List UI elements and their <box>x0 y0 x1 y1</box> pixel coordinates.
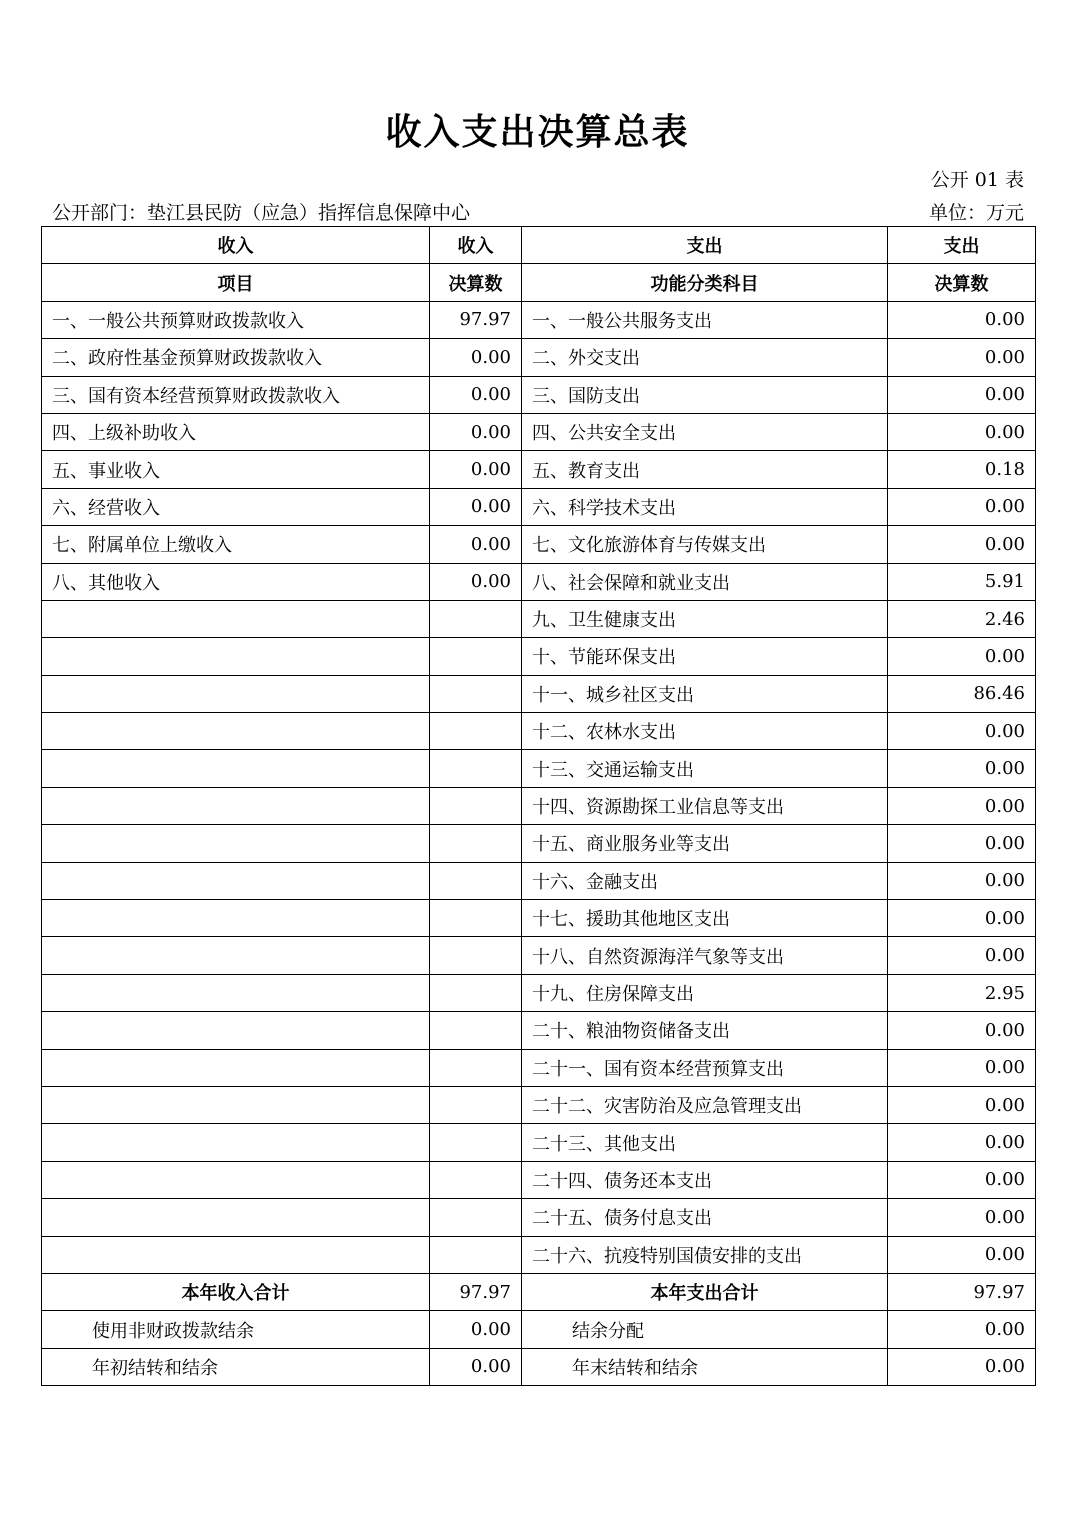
income-item-cell: 七、附属单位上缴收入 <box>42 526 430 563</box>
expense-item-cell: 二、外交支出 <box>522 339 888 376</box>
expense-value-cell: 0.00 <box>888 1348 1036 1385</box>
income-value-cell <box>430 862 522 899</box>
income-value-cell <box>430 750 522 787</box>
table-row <box>42 600 1036 637</box>
table-row <box>42 376 1036 413</box>
income-item-cell <box>42 600 430 637</box>
table-row <box>42 488 1036 525</box>
table-row <box>42 563 1036 600</box>
expense-total-label: 本年支出合计 <box>522 1273 888 1310</box>
expense-value-cell: 0.00 <box>888 825 1036 862</box>
table-row <box>42 1161 1036 1198</box>
income-value-cell <box>430 825 522 862</box>
expense-value-cell: 0.00 <box>888 862 1036 899</box>
expense-value-cell: 2.46 <box>888 600 1036 637</box>
income-value-cell <box>430 1161 522 1198</box>
expense-item-cell: 六、科学技术支出 <box>522 488 888 525</box>
expense-value-cell: 0.00 <box>888 1199 1036 1236</box>
income-value-cell: 0.00 <box>430 339 522 376</box>
expense-value-cell: 0.00 <box>888 900 1036 937</box>
expense-item-cell: 二十、粮油物资储备支出 <box>522 1012 888 1049</box>
income-value-cell <box>430 600 522 637</box>
income-item-cell: 一、一般公共预算财政拨款收入 <box>42 301 430 338</box>
header-cell: 支出 <box>522 227 888 264</box>
expense-item-cell: 十四、资源勘探工业信息等支出 <box>522 787 888 824</box>
expense-value-cell: 0.00 <box>888 713 1036 750</box>
income-value-cell <box>430 937 522 974</box>
expense-item-cell: 结余分配 <box>522 1311 888 1348</box>
header-row-1 <box>42 227 1036 264</box>
income-value-cell <box>430 1199 522 1236</box>
income-value-cell <box>430 1012 522 1049</box>
expense-item-cell: 二十一、国有资本经营预算支出 <box>522 1049 888 1086</box>
income-item-cell <box>42 787 430 824</box>
expense-value-cell: 0.00 <box>888 1086 1036 1123</box>
income-item-cell: 四、上级补助收入 <box>42 413 430 450</box>
unit-label: 单位：万元 <box>928 202 1024 224</box>
income-item-cell: 年初结转和结余 <box>42 1348 430 1385</box>
table-row <box>42 1012 1036 1049</box>
department-label: 公开部门：垫江县民防（应急）指挥信息保障中心 <box>52 202 471 224</box>
expense-value-cell: 0.00 <box>888 301 1036 338</box>
income-item-cell <box>42 1199 430 1236</box>
expense-value-cell: 0.18 <box>888 451 1036 488</box>
table-row <box>42 825 1036 862</box>
income-value-cell: 0.00 <box>430 526 522 563</box>
table-row <box>42 675 1036 712</box>
expense-total-value: 97.97 <box>888 1273 1036 1310</box>
header-cell: 功能分类科目 <box>522 264 888 301</box>
income-value-cell <box>430 713 522 750</box>
expense-item-cell: 二十二、灾害防治及应急管理支出 <box>522 1086 888 1123</box>
income-total-value: 97.97 <box>430 1273 522 1310</box>
expense-value-cell: 0.00 <box>888 787 1036 824</box>
expense-item-cell: 二十三、其他支出 <box>522 1124 888 1161</box>
expense-item-cell: 二十五、债务付息支出 <box>522 1199 888 1236</box>
form-number: 公开 01 表 <box>930 169 1024 191</box>
income-item-cell <box>42 1161 430 1198</box>
expense-value-cell: 0.00 <box>888 1124 1036 1161</box>
budget-table <box>41 226 1036 1386</box>
income-value-cell <box>430 974 522 1011</box>
expense-item-cell: 十二、农林水支出 <box>522 713 888 750</box>
expense-value-cell: 0.00 <box>888 937 1036 974</box>
expense-item-cell: 七、文化旅游体育与传媒支出 <box>522 526 888 563</box>
table-row <box>42 638 1036 675</box>
expense-item-cell: 十五、商业服务业等支出 <box>522 825 888 862</box>
expense-item-cell: 十一、城乡社区支出 <box>522 675 888 712</box>
income-value-cell <box>430 1124 522 1161</box>
income-value-cell: 0.00 <box>430 1348 522 1385</box>
table-row <box>42 900 1036 937</box>
expense-item-cell: 年末结转和结余 <box>522 1348 888 1385</box>
table-row <box>42 1124 1036 1161</box>
income-item-cell: 二、政府性基金预算财政拨款收入 <box>42 339 430 376</box>
income-item-cell: 使用非财政拨款结余 <box>42 1311 430 1348</box>
income-item-cell: 六、经营收入 <box>42 488 430 525</box>
table-row <box>42 1086 1036 1123</box>
income-item-cell <box>42 1012 430 1049</box>
income-value-cell: 0.00 <box>430 413 522 450</box>
income-item-cell: 八、其他收入 <box>42 563 430 600</box>
income-item-cell: 三、国有资本经营预算财政拨款收入 <box>42 376 430 413</box>
expense-value-cell: 0.00 <box>888 1236 1036 1273</box>
table-row <box>42 974 1036 1011</box>
header-cell: 决算数 <box>430 264 522 301</box>
expense-item-cell: 四、公共安全支出 <box>522 413 888 450</box>
balance-row <box>42 1348 1036 1385</box>
expense-value-cell: 2.95 <box>888 974 1036 1011</box>
table-row <box>42 526 1036 563</box>
expense-value-cell: 0.00 <box>888 413 1036 450</box>
expense-item-cell: 十、节能环保支出 <box>522 638 888 675</box>
income-value-cell <box>430 638 522 675</box>
header-cell: 支出 <box>888 227 1036 264</box>
expense-value-cell: 0.00 <box>888 1161 1036 1198</box>
income-item-cell <box>42 825 430 862</box>
income-item-cell <box>42 900 430 937</box>
income-value-cell: 0.00 <box>430 563 522 600</box>
table-row <box>42 937 1036 974</box>
income-item-cell <box>42 974 430 1011</box>
expense-item-cell: 二十六、抗疫特别国债安排的支出 <box>522 1236 888 1273</box>
header-cell: 项目 <box>42 264 430 301</box>
income-item-cell: 五、事业收入 <box>42 451 430 488</box>
income-item-cell <box>42 862 430 899</box>
expense-value-cell: 0.00 <box>888 1012 1036 1049</box>
income-item-cell <box>42 750 430 787</box>
expense-item-cell: 十三、交通运输支出 <box>522 750 888 787</box>
income-value-cell: 0.00 <box>430 451 522 488</box>
income-total-label: 本年收入合计 <box>42 1273 430 1310</box>
income-item-cell <box>42 1086 430 1123</box>
income-value-cell <box>430 1049 522 1086</box>
header-cell: 收入 <box>430 227 522 264</box>
income-value-cell <box>430 787 522 824</box>
income-item-cell <box>42 1049 430 1086</box>
expense-item-cell: 九、卫生健康支出 <box>522 600 888 637</box>
income-item-cell <box>42 1124 430 1161</box>
table-row <box>42 750 1036 787</box>
table-row <box>42 413 1036 450</box>
expense-item-cell: 三、国防支出 <box>522 376 888 413</box>
income-value-cell <box>430 900 522 937</box>
income-value-cell: 97.97 <box>430 301 522 338</box>
expense-value-cell: 0.00 <box>888 638 1036 675</box>
expense-value-cell: 0.00 <box>888 376 1036 413</box>
expense-item-cell: 十七、援助其他地区支出 <box>522 900 888 937</box>
expense-value-cell: 0.00 <box>888 1049 1036 1086</box>
table-row <box>42 339 1036 376</box>
expense-value-cell: 5.91 <box>888 563 1036 600</box>
page-title: 收入支出决算总表 <box>385 112 690 153</box>
income-item-cell <box>42 937 430 974</box>
expense-item-cell: 十六、金融支出 <box>522 862 888 899</box>
expense-value-cell: 0.00 <box>888 750 1036 787</box>
header-cell: 决算数 <box>888 264 1036 301</box>
table-row <box>42 862 1036 899</box>
table-row <box>42 301 1036 338</box>
expense-item-cell: 一、一般公共服务支出 <box>522 301 888 338</box>
income-value-cell <box>430 675 522 712</box>
expense-item-cell: 十九、住房保障支出 <box>522 974 888 1011</box>
income-value-cell: 0.00 <box>430 376 522 413</box>
expense-item-cell: 十八、自然资源海洋气象等支出 <box>522 937 888 974</box>
expense-item-cell: 二十四、债务还本支出 <box>522 1161 888 1198</box>
expense-item-cell: 五、教育支出 <box>522 451 888 488</box>
expense-item-cell: 八、社会保障和就业支出 <box>522 563 888 600</box>
table-row <box>42 1049 1036 1086</box>
balance-row <box>42 1311 1036 1348</box>
table-row <box>42 787 1036 824</box>
header-cell: 收入 <box>42 227 430 264</box>
expense-value-cell: 86.46 <box>888 675 1036 712</box>
income-value-cell: 0.00 <box>430 488 522 525</box>
income-value-cell <box>430 1086 522 1123</box>
header-row-2 <box>42 264 1036 301</box>
total-row <box>42 1273 1036 1310</box>
table-row <box>42 451 1036 488</box>
expense-value-cell: 0.00 <box>888 526 1036 563</box>
income-value-cell: 0.00 <box>430 1311 522 1348</box>
expense-value-cell: 0.00 <box>888 488 1036 525</box>
income-value-cell <box>430 1236 522 1273</box>
income-item-cell <box>42 675 430 712</box>
expense-value-cell: 0.00 <box>888 339 1036 376</box>
income-item-cell <box>42 1236 430 1273</box>
table-row <box>42 713 1036 750</box>
table-row <box>42 1199 1036 1236</box>
expense-value-cell: 0.00 <box>888 1311 1036 1348</box>
income-item-cell <box>42 713 430 750</box>
income-item-cell <box>42 638 430 675</box>
table-row <box>42 1236 1036 1273</box>
